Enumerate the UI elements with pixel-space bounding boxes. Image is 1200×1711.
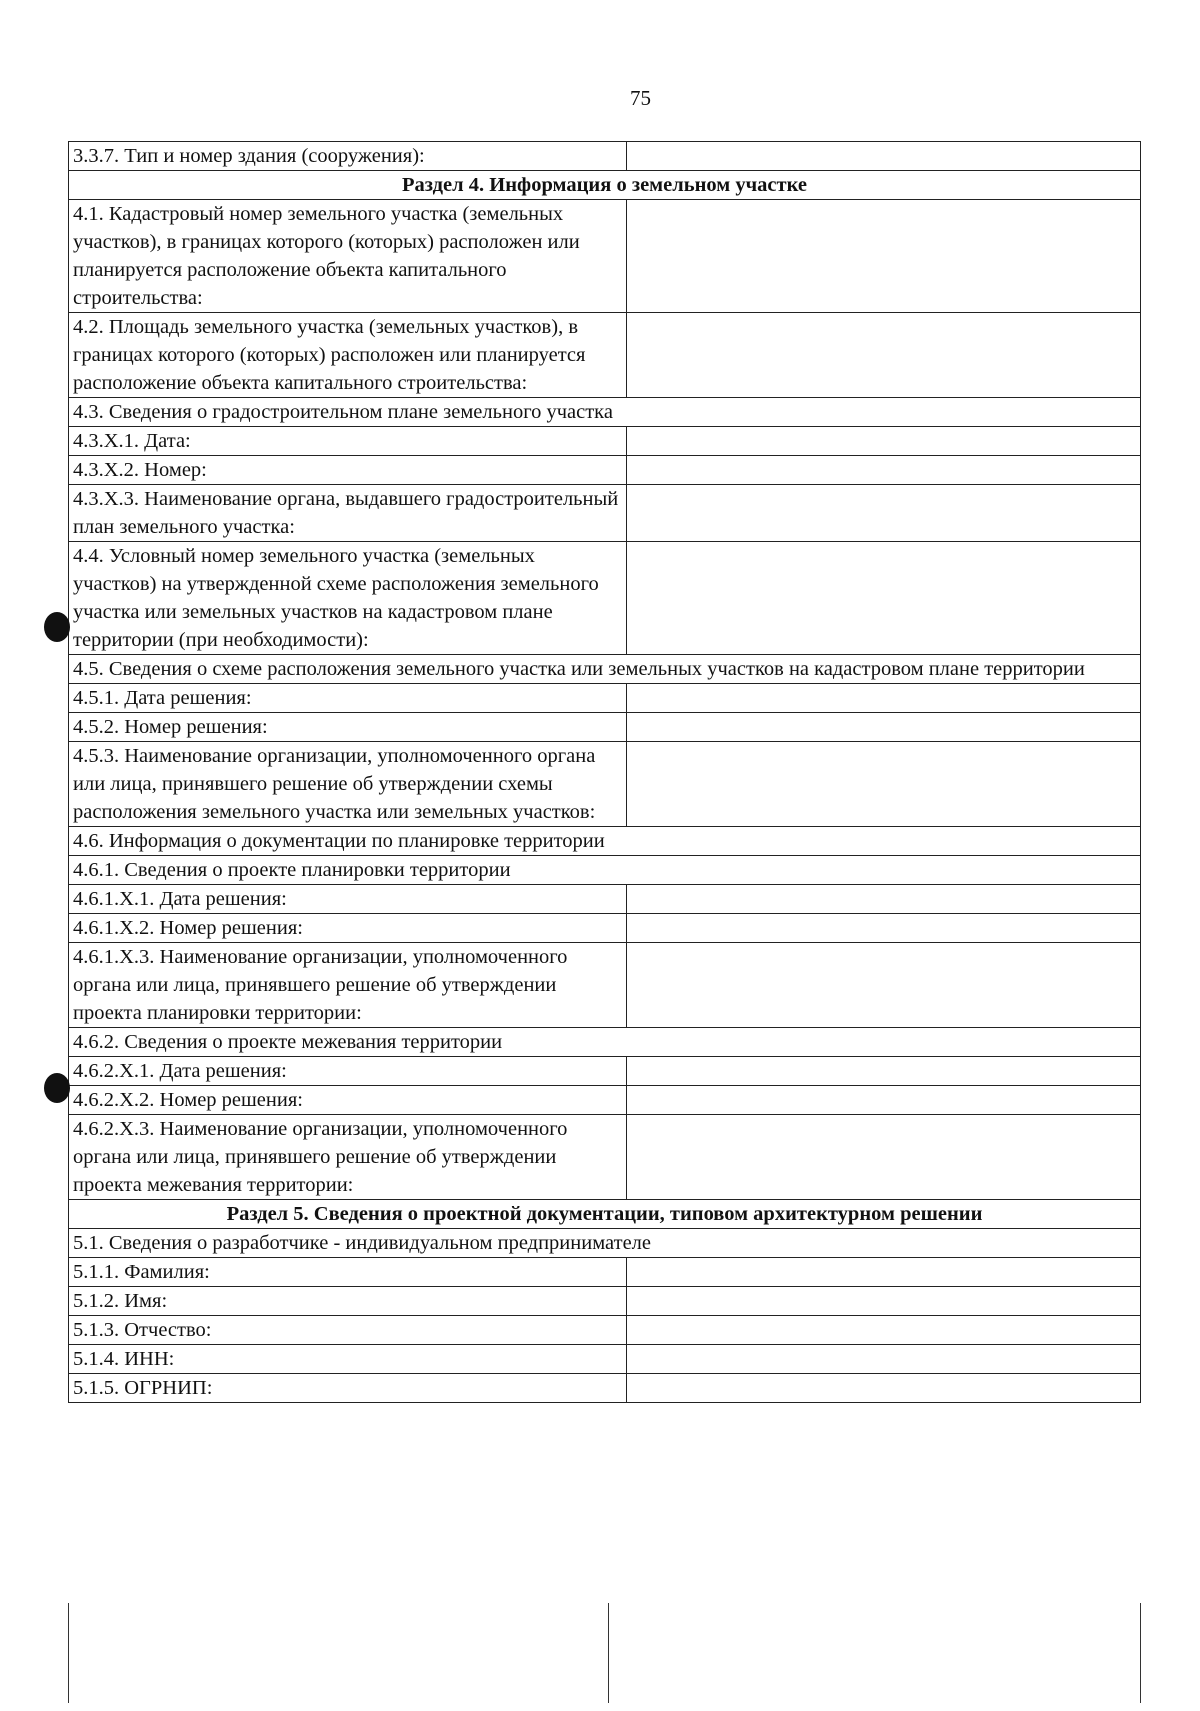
table-row: [69, 742, 1141, 827]
field-label: 5.1.5. ОГРНИП:: [69, 1374, 627, 1403]
punch-hole-mark: [44, 1073, 70, 1103]
table-row: [69, 398, 1141, 427]
table-row: [69, 1057, 1141, 1086]
field-label: 4.6.1.X.3. Наименование организации, уполномоченного органа или лица, принявшего решение об утверждении проекта планировки территории:: [69, 943, 627, 1028]
field-value[interactable]: [627, 742, 1141, 827]
table-row: [69, 713, 1141, 742]
section-title: Раздел 4. Информация о земельном участке: [69, 171, 1141, 200]
table-row: [69, 1374, 1141, 1403]
subsection-label: 4.5. Сведения о схеме расположения земельного участка или земельных участков на кадастровом плане территории: [69, 655, 1141, 684]
table-row: [69, 856, 1141, 885]
table-row: [69, 456, 1141, 485]
subsection-label: 4.3. Сведения о градостроительном плане земельного участка: [69, 398, 1141, 427]
field-value[interactable]: [627, 1086, 1141, 1115]
table-row: [69, 542, 1141, 655]
subsection-label: 4.6. Информация о документации по планировке территории: [69, 827, 1141, 856]
section-header-row: [69, 1200, 1141, 1229]
table-continuation-lines: [68, 1603, 1141, 1703]
table-row: [69, 313, 1141, 398]
field-label: 4.3.X.2. Номер:: [69, 456, 627, 485]
table-row: [69, 943, 1141, 1028]
field-label: 5.1.4. ИНН:: [69, 1345, 627, 1374]
field-value[interactable]: [627, 1115, 1141, 1200]
table-row: [69, 1345, 1141, 1374]
field-value[interactable]: [627, 713, 1141, 742]
field-value[interactable]: [627, 1374, 1141, 1403]
table-row: [69, 142, 1141, 171]
field-label: 5.1.1. Фамилия:: [69, 1258, 627, 1287]
field-label: 5.1.3. Отчество:: [69, 1316, 627, 1345]
field-value[interactable]: [627, 914, 1141, 943]
table-row: [69, 684, 1141, 713]
table-row: [69, 655, 1141, 684]
field-value[interactable]: [627, 200, 1141, 313]
table-row: [69, 1258, 1141, 1287]
field-value[interactable]: [627, 684, 1141, 713]
table-row: [69, 1287, 1141, 1316]
field-value[interactable]: [627, 943, 1141, 1028]
table-row: [69, 1316, 1141, 1345]
subsection-label: 5.1. Сведения о разработчике - индивидуальном предпринимателе: [69, 1229, 1141, 1258]
form-table: [68, 141, 1141, 1403]
field-value[interactable]: [627, 427, 1141, 456]
table-row: [69, 1028, 1141, 1057]
punch-hole-mark: [44, 612, 70, 642]
subsection-label: 4.6.2. Сведения о проекте межевания территории: [69, 1028, 1141, 1057]
field-label: 4.5.3. Наименование организации, уполномоченного органа или лица, принявшего решение об утверждении схемы расположения земельного участка или земельных участков:: [69, 742, 627, 827]
field-value[interactable]: [627, 456, 1141, 485]
field-label: 4.5.2. Номер решения:: [69, 713, 627, 742]
page-number: 75: [630, 86, 651, 110]
field-label: 4.6.1.X.1. Дата решения:: [69, 885, 627, 914]
field-label: 4.5.1. Дата решения:: [69, 684, 627, 713]
field-label: 4.6.2.X.1. Дата решения:: [69, 1057, 627, 1086]
field-value[interactable]: [627, 1345, 1141, 1374]
section-header-row: [69, 171, 1141, 200]
field-value[interactable]: [627, 542, 1141, 655]
field-value[interactable]: [627, 485, 1141, 542]
table-row: [69, 485, 1141, 542]
table-row: [69, 914, 1141, 943]
field-label: 4.2. Площадь земельного участка (земельных участков), в границах которого (которых) расположен или планируется расположение объекта капитального строительства:: [69, 313, 627, 398]
table-row: [69, 1086, 1141, 1115]
field-value[interactable]: [627, 1258, 1141, 1287]
field-label: 4.3.X.1. Дата:: [69, 427, 627, 456]
field-value[interactable]: [627, 142, 1141, 171]
section-title: Раздел 5. Сведения о проектной документации, типовом архитектурном решении: [69, 1200, 1141, 1229]
table-row: [69, 827, 1141, 856]
table-row: [69, 1115, 1141, 1200]
field-value[interactable]: [627, 1057, 1141, 1086]
subsection-label: 4.6.1. Сведения о проекте планировки территории: [69, 856, 1141, 885]
field-value[interactable]: [627, 1316, 1141, 1345]
field-label: 4.4. Условный номер земельного участка (земельных участков) на утвержденной схеме расположения земельного участка или земельных участков на кадастровом плане территории (при необходимости):: [69, 542, 627, 655]
field-value[interactable]: [627, 885, 1141, 914]
field-value[interactable]: [627, 313, 1141, 398]
field-value[interactable]: [627, 1287, 1141, 1316]
table-row: [69, 1229, 1141, 1258]
table-row: [69, 427, 1141, 456]
field-label: 4.3.X.3. Наименование органа, выдавшего градостроительный план земельного участка:: [69, 485, 627, 542]
table-row: [69, 885, 1141, 914]
field-label: 4.6.2.X.3. Наименование организации, уполномоченного органа или лица, принявшего решение об утверждении проекта межевания территории:: [69, 1115, 627, 1200]
field-label: 4.6.1.X.2. Номер решения:: [69, 914, 627, 943]
field-label: 3.3.7. Тип и номер здания (сооружения):: [69, 142, 627, 171]
field-label: 4.6.2.X.2. Номер решения:: [69, 1086, 627, 1115]
field-label: 5.1.2. Имя:: [69, 1287, 627, 1316]
field-label: 4.1. Кадастровый номер земельного участка (земельных участков), в границах которого (которых) расположен или планируется расположение объекта капитального строительства:: [69, 200, 627, 313]
table-row: [69, 200, 1141, 313]
